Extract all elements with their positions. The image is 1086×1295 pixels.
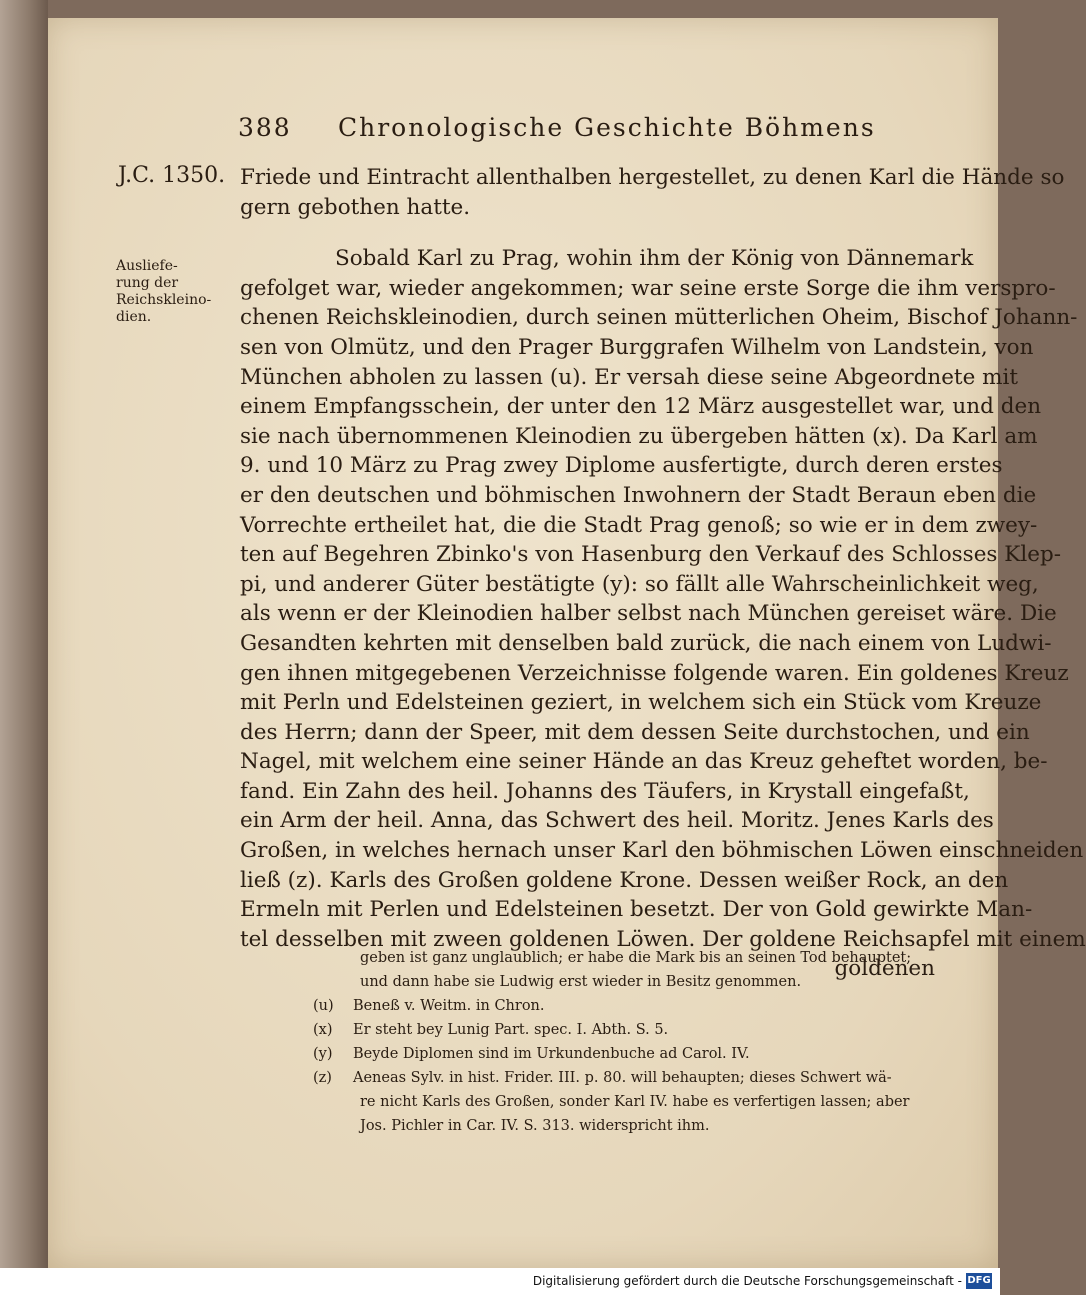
body-line: München abholen zu lassen (u). Er versah diese seine Abgeordnete mit	[240, 364, 1019, 390]
body-line: gern gebothen hatte.	[240, 194, 471, 220]
body-line: ein Arm der heil. Anna, das Schwert des heil. Moritz. Jenes Karls des	[240, 808, 994, 834]
footnote-text: Beyde Diplomen sind im Urkundenbuche ad Carol. IV.	[353, 1046, 750, 1062]
body-line: des Herrn; dann der Speer, mit dem dessen Seite durchstochen, und ein	[240, 719, 1030, 745]
margin-year: J.C. 1350.	[118, 163, 226, 188]
margin-note-line: Reichskleino-	[116, 292, 212, 308]
catchword: goldenen	[834, 956, 935, 982]
body-line: Friede und Eintracht allenthalben hergestellet, zu denen Karl die Hände so	[240, 165, 1065, 190]
footnote-z	[313, 1066, 953, 1090]
body-text	[240, 163, 1086, 984]
body-line: einem Empfangsschein, der unter den 12 März ausgestellet war, und den	[240, 394, 1042, 420]
running-title: Chronologische Geschichte Böhmens	[338, 113, 876, 142]
footnote-mark: (y)	[313, 1046, 333, 1062]
body-line: gen ihnen mitgegebenen Verzeichnisse folgende waren. Ein goldenes Kreuz	[240, 660, 1069, 686]
margin-note-line: dien.	[116, 309, 152, 325]
footnote-mark: (z)	[313, 1070, 332, 1086]
footnote-mark: (x)	[313, 1022, 333, 1038]
footnote-continuation-line: und dann habe sie Ludwig erst wieder in Besitz genommen.	[360, 974, 802, 990]
body-line: ließ (z). Karls des Großen goldene Krone. Dessen weißer Rock, an den	[240, 867, 1009, 893]
body-line: Ermeln mit Perlen und Edelsteinen besetzt. Der von Gold gewirkte Man-	[240, 897, 1033, 923]
body-line: 9. und 10 März zu Prag zwey Diplome ausfertigte, durch deren erstes	[240, 453, 1003, 479]
dfg-logo-icon: DFG	[966, 1273, 992, 1289]
body-line: Großen, in welches hernach unser Karl den böhmischen Löwen einschneiden	[240, 838, 1084, 864]
body-line: als wenn er der Kleinodien halber selbst nach München gereiset wäre. Die	[240, 601, 1057, 627]
credit-bar	[0, 1268, 1000, 1295]
body-line: sen von Olmütz, und den Prager Burggrafen Wilhelm von Landstein, von	[240, 334, 1034, 360]
footnote-text: Beneß v. Weitm. in Chron.	[353, 998, 545, 1014]
body-line: ten auf Begehren Zbinko's von Hasenburg den Verkauf des Schlosses Klep-	[240, 542, 1061, 568]
footnote-text: Aeneas Sylv. in hist. Frider. III. p. 80. will behaupten; dieses Schwert wä-	[353, 1070, 892, 1086]
scan-edge	[0, 0, 48, 1295]
body-line: fand. Ein Zahn des heil. Johanns des Täufers, in Krystall eingefaßt,	[240, 778, 970, 804]
margin-note-line: Ausliefe-	[116, 258, 178, 274]
footnote-u	[313, 994, 953, 1018]
footnote-y	[313, 1042, 953, 1066]
body-line: chenen Reichskleinodien, durch seinen mütterlichen Oheim, Bischof Johann-	[240, 305, 1078, 331]
body-line: pi, und anderer Güter bestätigte (y): so fällt alle Wahrscheinlichkeit weg,	[240, 571, 1039, 597]
body-line: er den deutschen und böhmischen Inwohnern der Stadt Beraun eben die	[240, 482, 1037, 508]
book-page	[48, 18, 1086, 1268]
footnotes	[313, 946, 953, 1138]
page-header	[238, 113, 876, 142]
body-line: gefolget war, wieder angekommen; war seine erste Sorge die ihm verspro-	[240, 275, 1056, 301]
footnote-z-line: Jos. Pichler in Car. IV. S. 313. widerspricht ihm.	[360, 1118, 710, 1134]
body-line: sie nach übernommenen Kleinodien zu übergeben hätten (x). Da Karl am	[240, 423, 1038, 449]
body-line: Vorrechte ertheilet hat, die die Stadt Prag genoß; so wie er in dem zwey-	[240, 512, 1038, 538]
body-line: Nagel, mit welchem eine seiner Hände an das Kreuz geheftet worden, be-	[240, 749, 1048, 775]
footnote-mark: (u)	[313, 998, 334, 1014]
footnote-x	[313, 1018, 953, 1042]
margin-note-line: rung der	[116, 275, 179, 291]
margin-note	[116, 258, 236, 326]
body-line: mit Perln und Edelsteinen geziert, in welchem sich ein Stück vom Kreuze	[240, 690, 1042, 716]
body-line: Sobald Karl zu Prag, wohin ihm der König von Dännemark	[335, 246, 974, 272]
footnote-text: Er steht bey Lunig Part. spec. I. Abth. S. 5.	[353, 1022, 669, 1038]
body-line: Gesandten kehrten mit denselben bald zurück, die nach einem von Ludwi-	[240, 630, 1052, 656]
body-line: tel desselben mit zween goldenen Löwen. Der goldene Reichsapfel mit einem	[240, 926, 1086, 952]
digitization-credit: Digitalisierung gefördert durch die Deutsche Forschungsgemeinschaft -	[532, 1274, 962, 1288]
footnote-continuation-line: geben ist ganz unglaublich; er habe die Mark bis an seinen Tod behauptet;	[360, 950, 912, 966]
page-number: 388	[238, 113, 292, 142]
footnote-z-line: re nicht Karls des Großen, sonder Karl IV. habe es verfertigen lassen; aber	[360, 1094, 910, 1110]
